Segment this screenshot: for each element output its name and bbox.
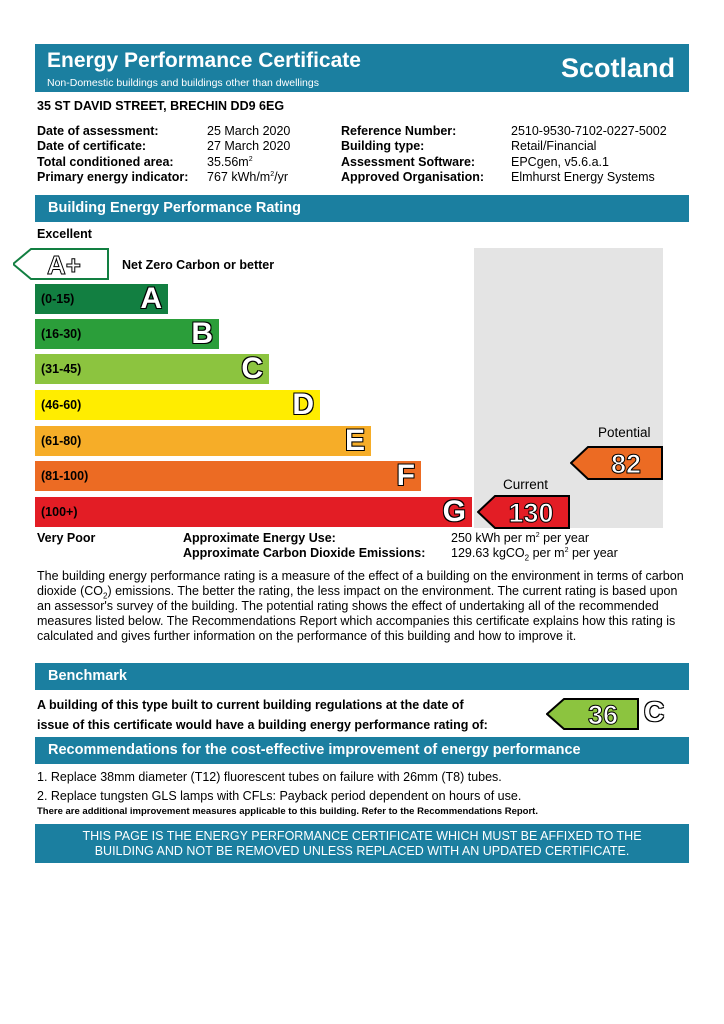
band-c bbox=[35, 354, 269, 384]
approved-organisation-value: Elmhurst Energy Systems bbox=[511, 170, 655, 185]
band-b bbox=[35, 319, 219, 349]
primary-energy-label: Primary energy indicator: bbox=[37, 170, 189, 185]
band-e-letter: E bbox=[344, 424, 365, 457]
band-e-range: (61-80) bbox=[41, 434, 82, 448]
recommendations-list bbox=[37, 768, 538, 819]
rating-section-heading: Building Energy Performance Rating bbox=[35, 195, 689, 222]
primary-energy-value: 767 kWh/$m^2/yr$ bbox=[207, 170, 289, 185]
potential-label: Potential bbox=[598, 425, 651, 440]
benchmark-heading: Benchmark bbox=[35, 663, 689, 690]
potential-rating-arrow-icon bbox=[570, 446, 664, 480]
details-right-labels bbox=[341, 124, 484, 186]
details-left-labels bbox=[37, 124, 188, 186]
benchmark-text bbox=[37, 695, 488, 735]
certificate-title: Energy Performance Certificate bbox=[47, 49, 361, 72]
current-value: 130 bbox=[508, 498, 554, 528]
assessment-date-value: 25 March 2020 bbox=[207, 124, 291, 138]
region-label: Scotland bbox=[560, 53, 675, 83]
aplus-arrow-icon bbox=[13, 248, 109, 280]
details-right-values bbox=[511, 124, 667, 186]
recommendations-note: There are additional improvement measures applicable to this building. Refer to the Recommendations Report. bbox=[37, 806, 538, 817]
band-f-letter: F bbox=[396, 459, 415, 492]
recommendation-item: 1. Replace 38mm diameter (T12) fluorescent tubes on failure with 26mm (T8) tubes. bbox=[37, 770, 502, 784]
assessment-date-label: Date of assessment: bbox=[37, 124, 159, 138]
affix-notice-line-2: BUILDING AND NOT BE REMOVED UNLESS REPLACED WITH AN UPDATED CERTIFICATE. bbox=[94, 844, 630, 858]
rating-description: The building energy performance rating is a measure of the effect of a building on the environment in terms of carbon dioxide $(CO_2)$ emissions. The better the rating, the less impact on the environment. The current rating is based upon an assessor's survey of the building. The potential rating shows the effect of undertaking all of the recommended measures listed below. The Recommendations Report which accompanies this certificate explains how this rating is calculated and gives further information on the performance of this building and how to improve it. bbox=[37, 569, 684, 643]
details-left-values bbox=[207, 124, 290, 186]
benchmark-letter: C bbox=[644, 696, 665, 727]
band-e bbox=[35, 426, 371, 456]
building-type-value: Retail/Financial bbox=[511, 139, 597, 154]
emissions-labels bbox=[183, 531, 425, 561]
excellent-label: Excellent bbox=[37, 227, 92, 241]
emissions-values bbox=[451, 531, 618, 561]
energy-use-label: Approximate Energy Use: bbox=[183, 531, 336, 545]
benchmark-rating-arrow-icon bbox=[546, 698, 640, 731]
co2-emissions-value: 129.63 kgCO$_2$ per $m^2$ per year bbox=[451, 546, 618, 563]
band-g-letter: G bbox=[442, 495, 466, 528]
certificate-subtitle: Non-Domestic buildings and buildings other than dwellings bbox=[47, 77, 319, 89]
assessment-software-label: Assessment Software: bbox=[341, 154, 476, 169]
band-g-range: (100+) bbox=[41, 505, 78, 519]
band-a bbox=[35, 284, 168, 314]
band-d-letter: D bbox=[292, 388, 314, 421]
benchmark-line-2: issue of this certificate would have a building energy performance rating of: bbox=[37, 718, 488, 732]
certificate-date-label: Date of certificate: bbox=[37, 139, 147, 154]
band-b-range: (16-30) bbox=[41, 327, 82, 341]
band-c-letter: C bbox=[241, 352, 263, 385]
band-g bbox=[35, 497, 472, 527]
band-b-letter: B bbox=[191, 317, 213, 350]
current-label: Current bbox=[503, 477, 549, 492]
band-c-range: (31-45) bbox=[41, 362, 82, 376]
very-poor-label: Very Poor bbox=[37, 531, 96, 545]
aplus-letter: A+ bbox=[47, 250, 81, 280]
conditioned-area-value: $35.56m^2$ bbox=[207, 154, 253, 169]
potential-value: 82 bbox=[610, 449, 642, 479]
building-type-label: Building type: bbox=[341, 139, 425, 154]
recommendations-heading: Recommendations for the cost-effective improvement of energy performance bbox=[35, 737, 689, 764]
conditioned-area-label: Total conditioned area: bbox=[37, 154, 174, 169]
benchmark-line-1: A building of this type built to current building regulations at the date of bbox=[37, 698, 464, 712]
certificate-date-value: 27 March 2020 bbox=[207, 139, 291, 154]
certificate-header bbox=[35, 44, 689, 92]
band-f-range: (81-100) bbox=[41, 469, 89, 483]
recommendation-item: 2. Replace tungsten GLS lamps with CFLs: Payback period dependent on hours of use. bbox=[37, 788, 522, 803]
approved-organisation-label: Approved Organisation: bbox=[341, 170, 485, 185]
band-a-letter: A bbox=[140, 282, 162, 315]
reference-number-value: 2510-9530-7102-0227-5002 bbox=[511, 124, 667, 138]
benchmark-value: 36 bbox=[587, 700, 619, 730]
band-d-range: (46-60) bbox=[41, 398, 82, 412]
affix-notice-line-1: THIS PAGE IS THE ENERGY PERFORMANCE CERTIFICATE WHICH MUST BE AFFIXED TO THE bbox=[82, 829, 642, 843]
assessment-software-value: EPCgen, v5.6.a.1 bbox=[511, 154, 609, 169]
co2-emissions-label: Approximate Carbon Dioxide Emissions: bbox=[183, 546, 426, 560]
band-d bbox=[35, 390, 320, 420]
band-f bbox=[35, 461, 421, 491]
current-rating-arrow-icon bbox=[477, 495, 571, 529]
energy-use-value: 250 kWh per $m^2$ per year bbox=[451, 531, 590, 545]
band-a-range: (0-15) bbox=[41, 292, 75, 306]
net-zero-label: Net Zero Carbon or better bbox=[122, 258, 275, 272]
property-address: 35 ST DAVID STREET, BRECHIN DD9 6EG bbox=[37, 99, 285, 113]
reference-number-label: Reference Number: bbox=[341, 124, 457, 138]
affix-notice bbox=[35, 824, 689, 863]
